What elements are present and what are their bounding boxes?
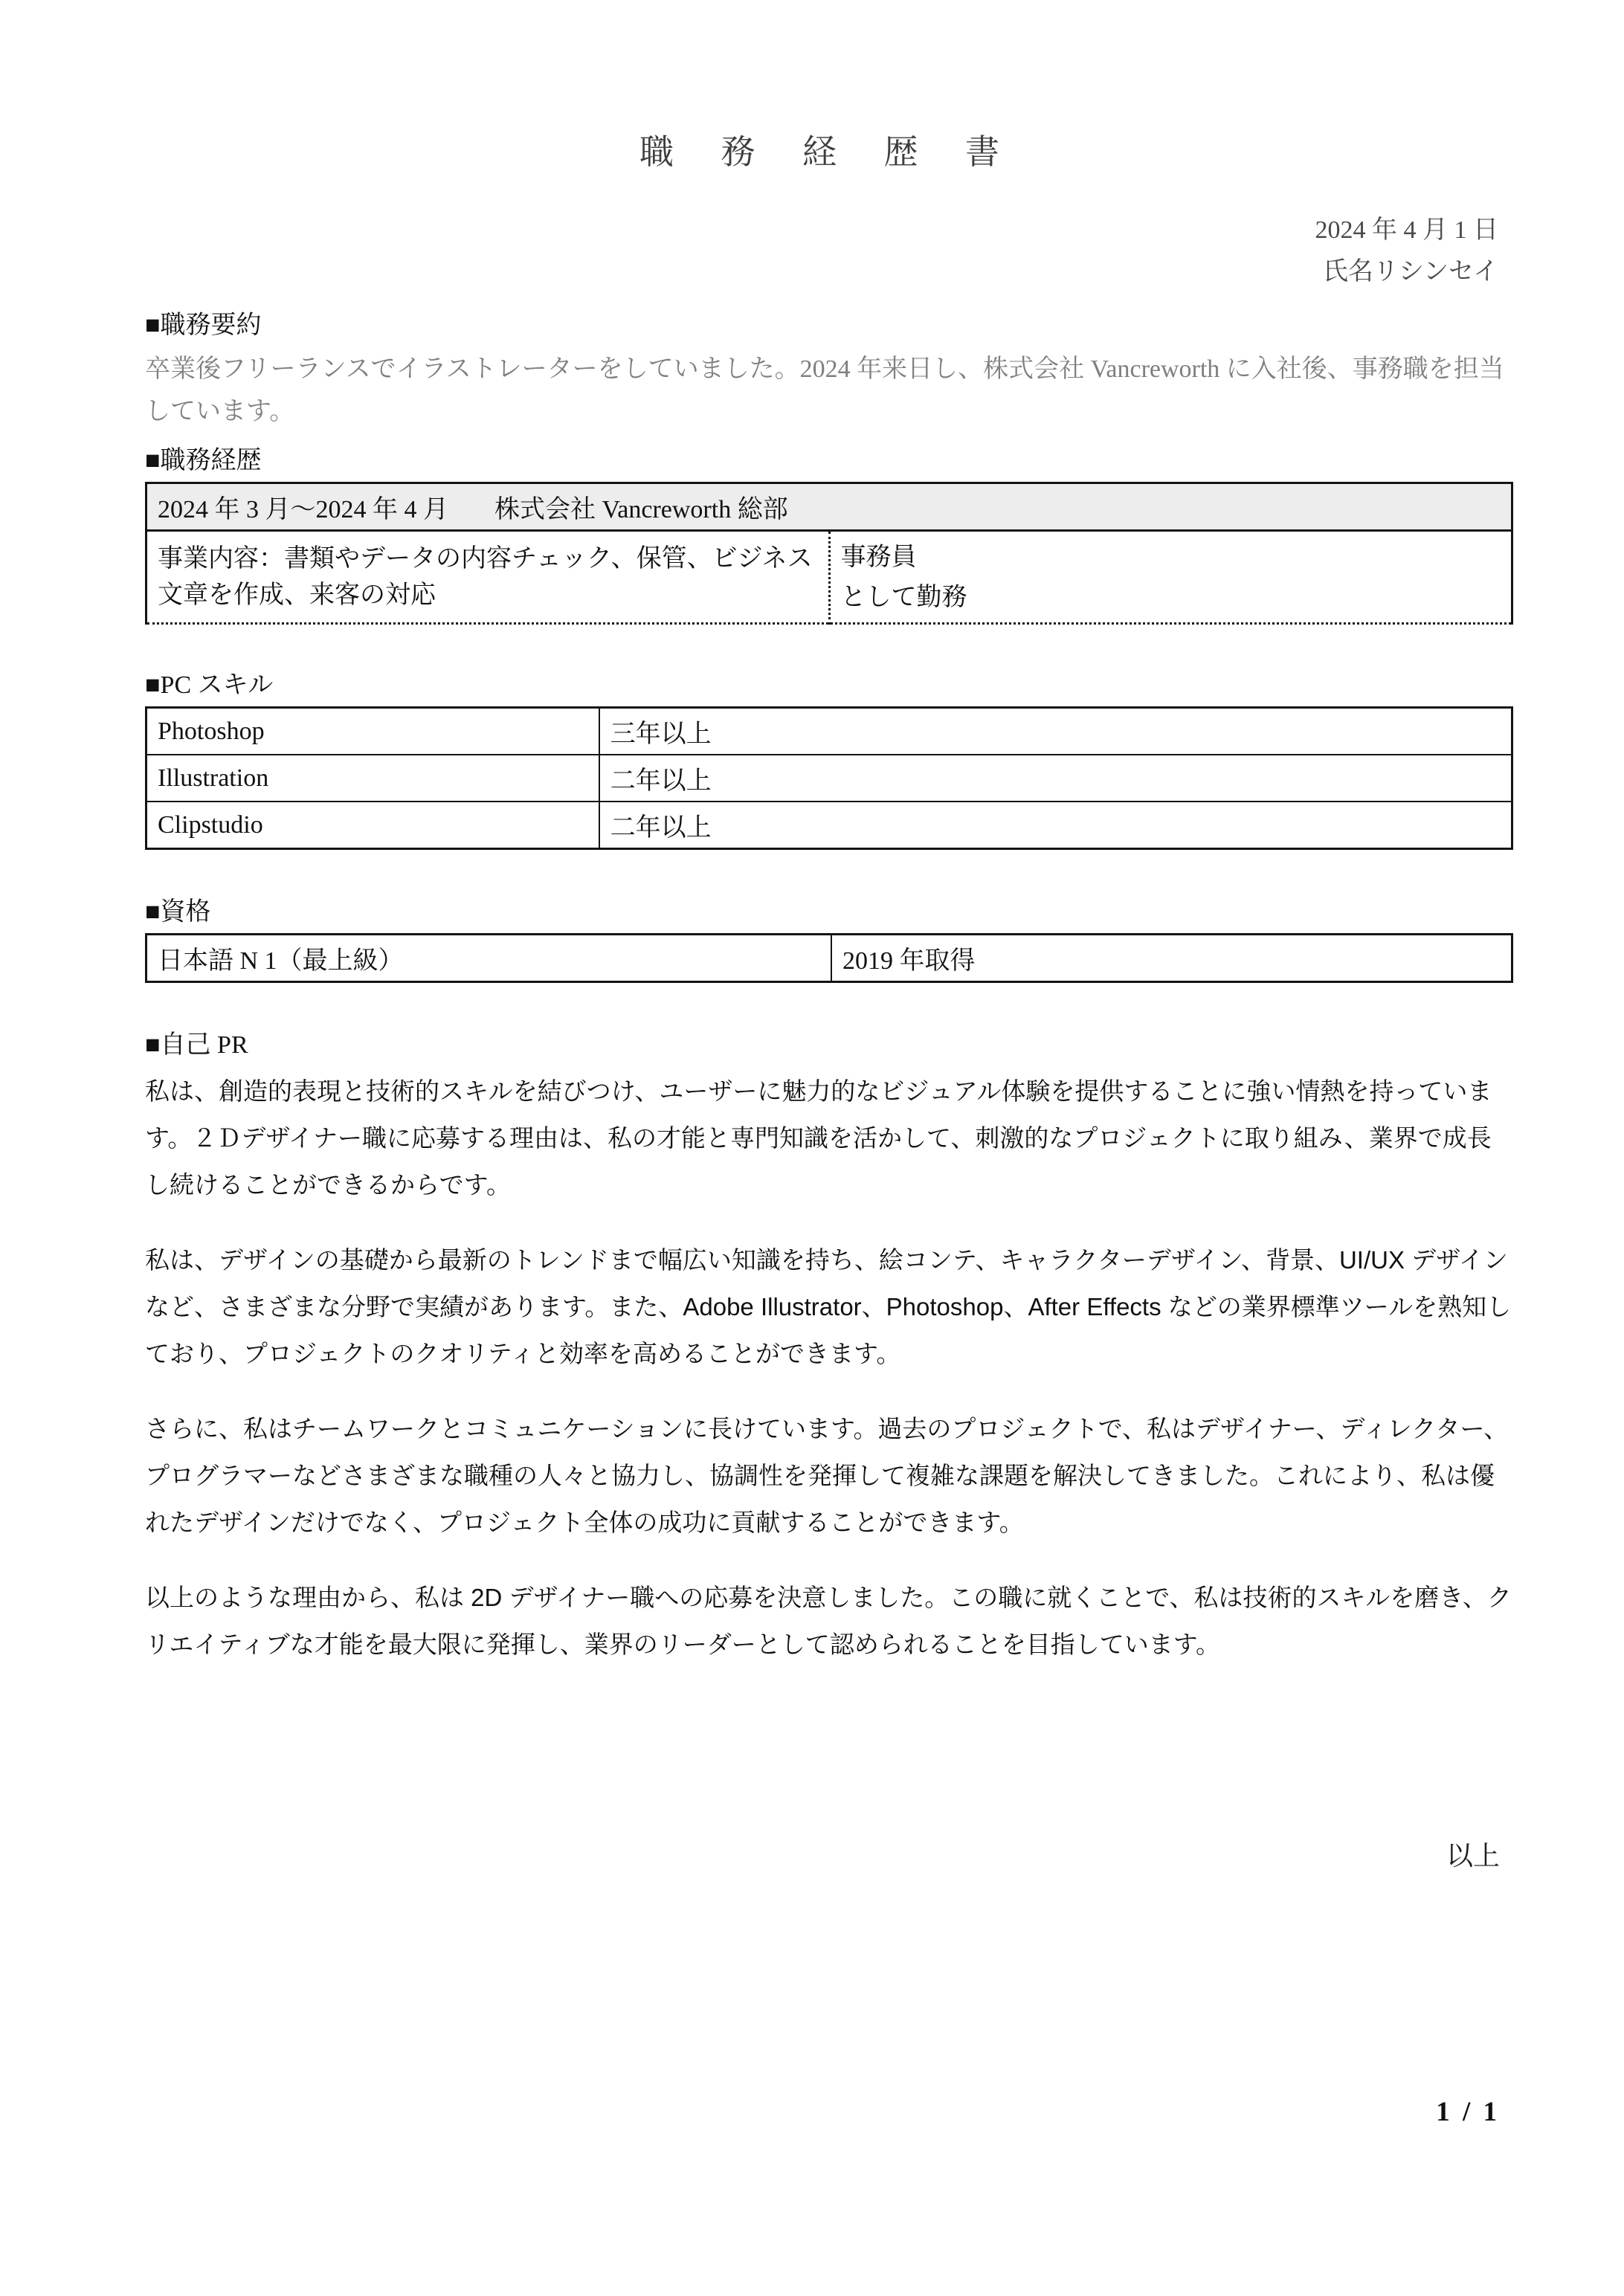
history-role-cell	[829, 531, 1512, 624]
pr-paragraph: 私は、デザインの基礎から最新のトレンドまで幅広い知識を持ち、絵コンテ、キャラクターデザイン、背景、UI/UX デザインなど、さまざまな分野で実績があります。また、Adobe Illustrator、Photoshop、After Effects などの業界標準ツールを熟知しており、プロジェクトのクオリティと効率を高めることができます。	[145, 1246, 1512, 1367]
skill-name: Clipstudio	[146, 802, 599, 849]
history-detail: 事業内容：書類やデータの内容チェック、保管、ビジネス文章を作成、来客の対応	[158, 545, 813, 609]
history-detail-row	[146, 531, 1512, 624]
qualification-acquired: 2019 年取得	[831, 935, 1512, 982]
history-period: 2024 年 3 月～2024 年 4 月	[158, 496, 448, 523]
table-row	[146, 935, 1512, 982]
page-number: 1 / 1	[1436, 2097, 1500, 2127]
table-row	[146, 802, 1512, 849]
closing-mark: 以上	[1446, 1841, 1500, 1871]
applicant-name: 氏名リシンセイ	[1322, 258, 1498, 286]
history-company: 株式会社 Vancreworth 総部	[494, 496, 788, 523]
history-period-cell	[146, 483, 1512, 531]
pc-skills-table	[145, 706, 1513, 850]
summary-heading: ■職務要約	[145, 312, 262, 339]
document-date: 2024 年 4 月 1 日	[1315, 216, 1498, 244]
skill-name: Photoshop	[146, 708, 599, 755]
skill-level: 三年以上	[599, 708, 1512, 755]
pr-paragraph: 私は、創造的表現と技術的スキルを結びつけ、ユーザーに魅力的なビジュアル体験を提供することに強い情熱を持っています。２Ｄデザイナー職に応募する理由は、私の才能と専門知識を活かして、刺激的なプロジェクトに取り組み、業界で成長し続けることができるからです。	[145, 1077, 1492, 1199]
qualifications-table	[145, 933, 1513, 983]
skill-level: 二年以上	[599, 755, 1512, 802]
table-row	[146, 755, 1512, 802]
skill-name: Illustration	[146, 755, 599, 802]
pr-paragraph: さらに、私はチームワークとコミュニケーションに長けています。過去のプロジェクトで、私はデザイナー、ディレクター、プログラマーなどさまざまな職種の人々と協力し、協調性を発揮して複雑な課題を解決してきました。これにより、私は優れたデザインだけでなく、プロジェクト全体の成功に貢献することができます。	[145, 1415, 1509, 1536]
history-heading: ■職務経歴	[145, 447, 262, 474]
pr-paragraph: 以上のような理由から、私は 2D デザイナー職への応募を決意しました。この職に就くことで、私は技術的スキルを磨き、クリエイティブな才能を最大限に発揮し、業界のリーダーとして認められることを目指しています。	[145, 1584, 1512, 1658]
page-title: 職 務 経 歴 書	[639, 133, 1019, 171]
document-meta	[145, 210, 1513, 293]
history-detail-cell	[146, 531, 830, 624]
qualifications-heading: ■資格	[145, 898, 211, 926]
history-role-line: として勤務	[840, 584, 967, 611]
table-row	[146, 708, 1512, 755]
summary-body: 卒業後フリーランスでイラストレーターをしていました。2024 年来日し、株式会社 Vancreworth に入社後、事務職を担当しています。	[145, 355, 1504, 425]
history-period-row	[146, 483, 1512, 531]
history-role-line: 事務員	[840, 544, 917, 571]
skill-level: 二年以上	[599, 802, 1512, 849]
history-table	[145, 482, 1513, 625]
pc-skills-heading: ■PC スキル	[145, 671, 274, 699]
pr-heading: ■自己 PR	[145, 1031, 248, 1059]
qualification-name: 日本語 N 1（最上級）	[146, 935, 831, 982]
